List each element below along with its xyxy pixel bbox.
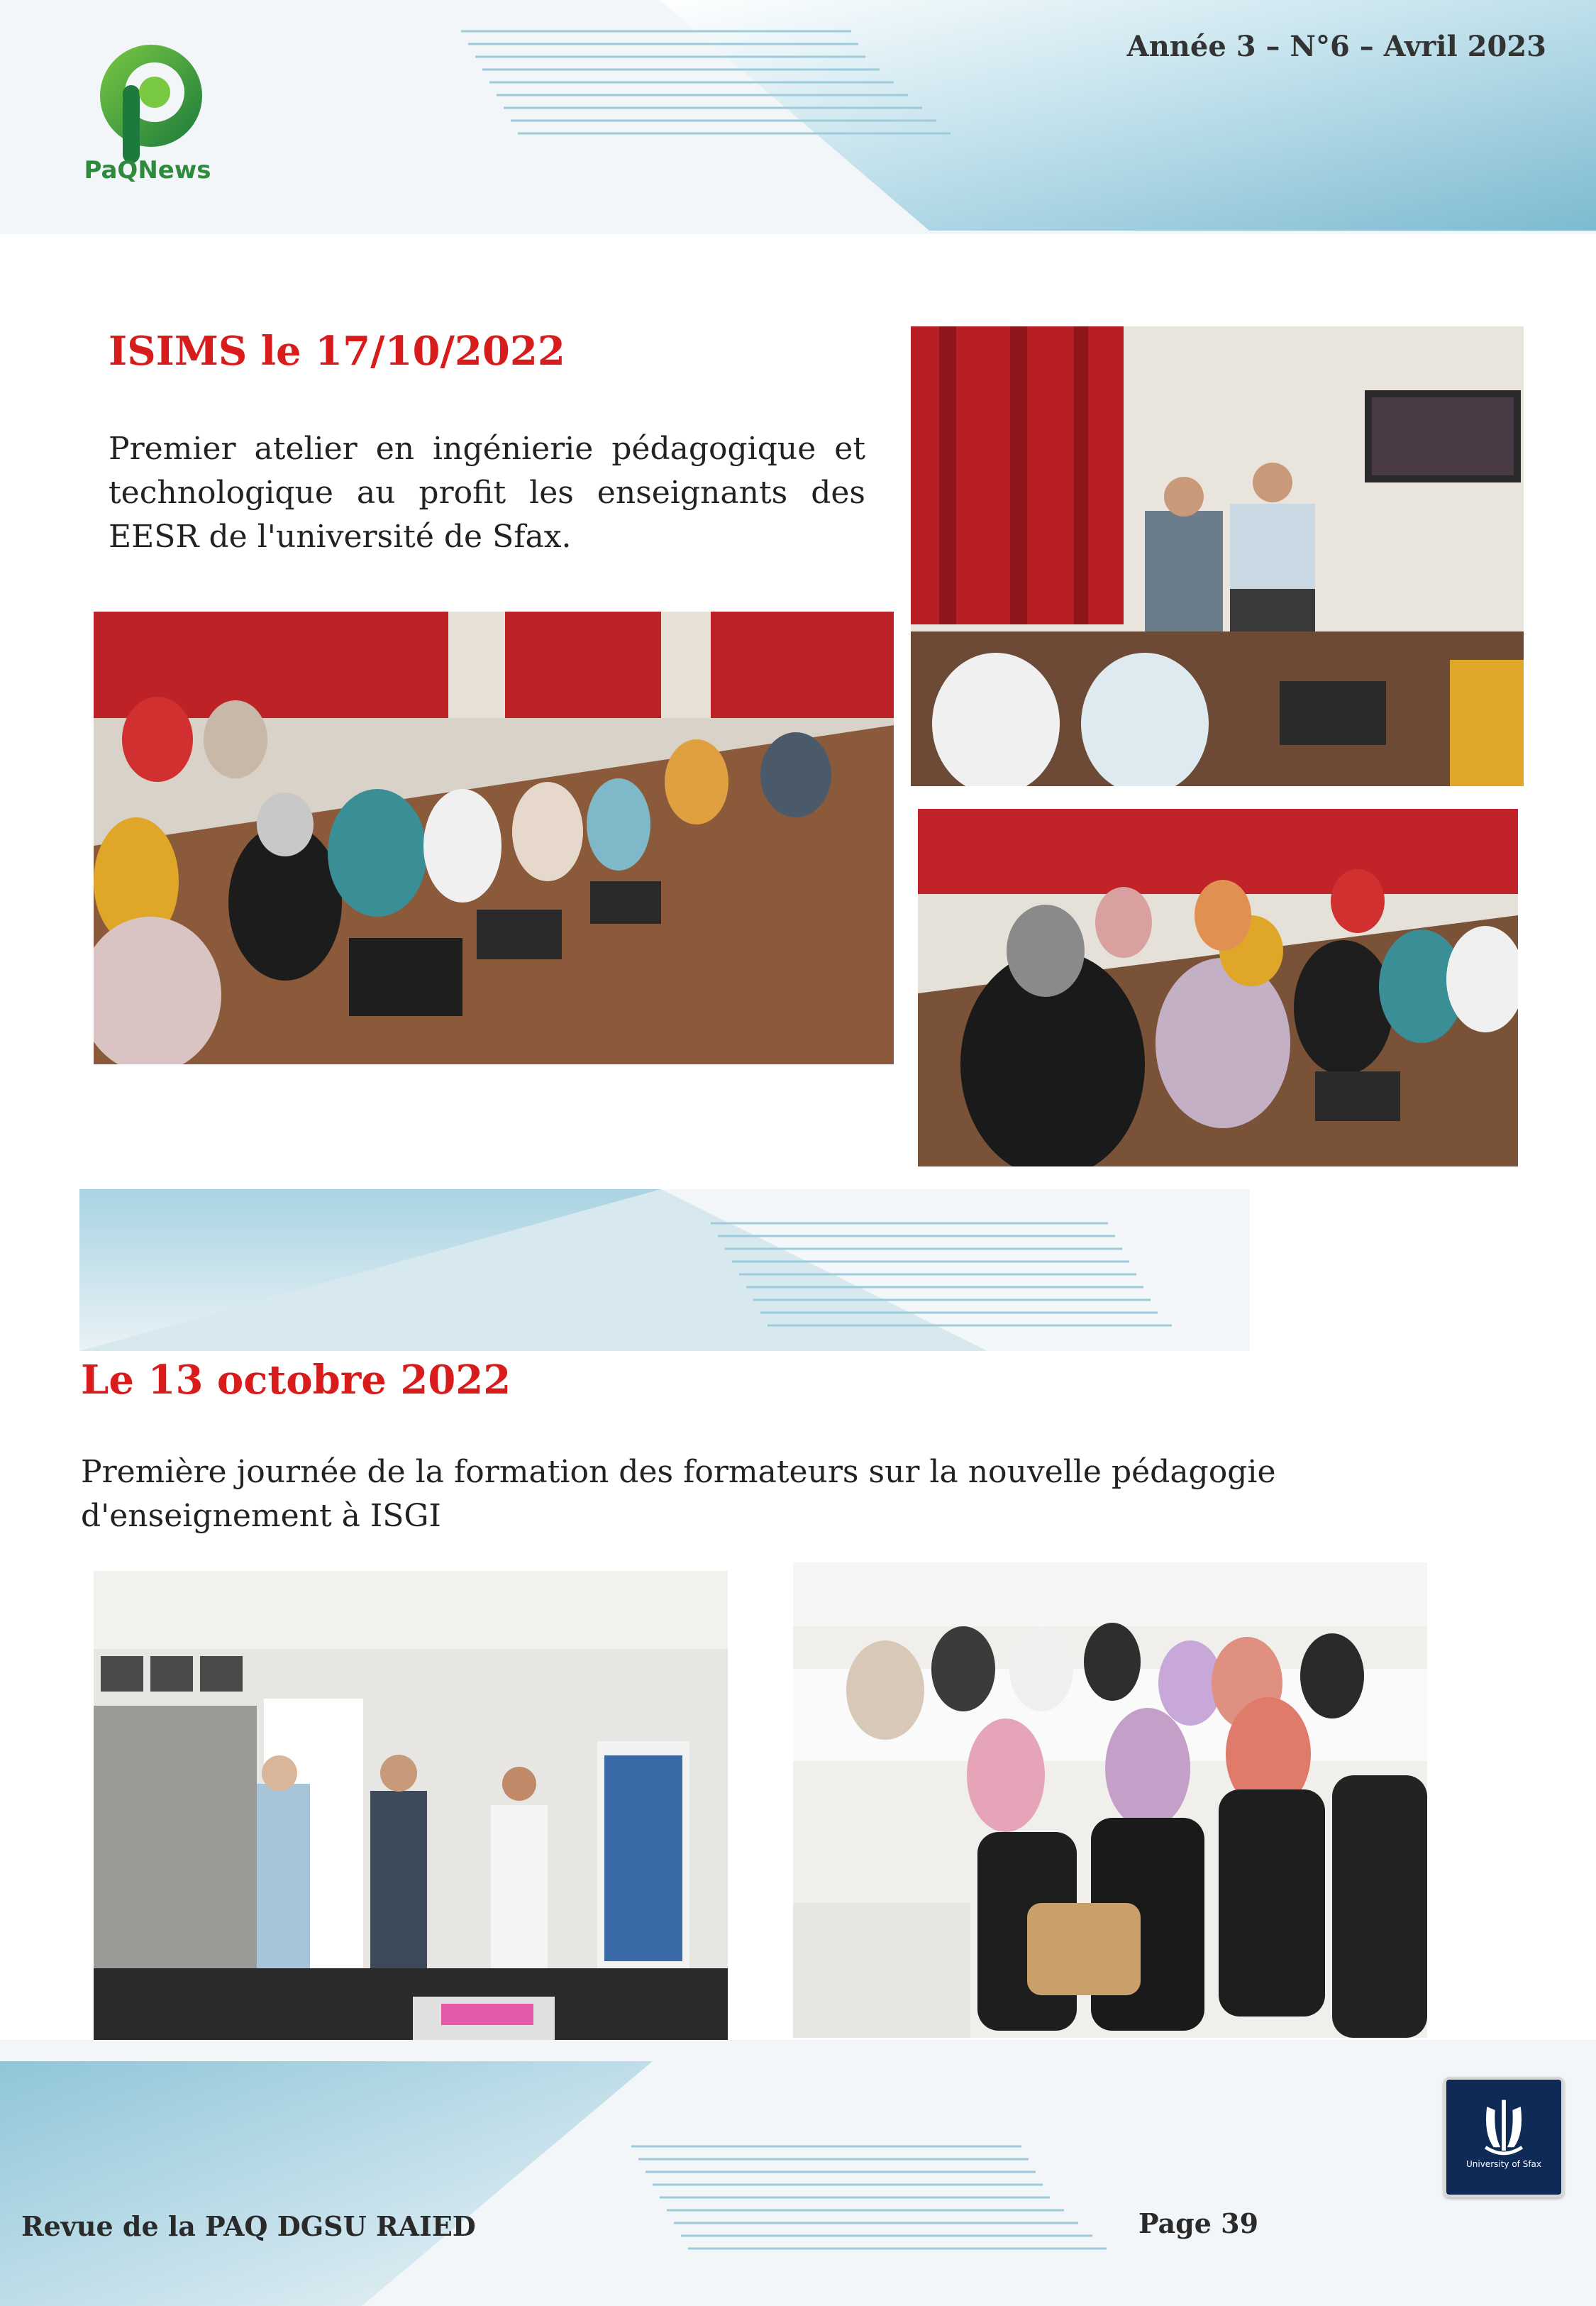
- section1-title: ISIMS le 17/10/2022: [109, 328, 565, 375]
- section2-title: Le 13 octobre 2022: [81, 1357, 511, 1403]
- university-logo: [1443, 2077, 1564, 2197]
- section1-text: Premier atelier en ingénierie pédagogique et technologique au profit les enseignants des EESR de l'université de Sfax.: [109, 431, 865, 555]
- photo-participants-side: [918, 809, 1518, 1166]
- issue-info: Année 3 – N°6 – Avril 2023: [1126, 30, 1546, 63]
- photo-presenters: [911, 326, 1524, 786]
- photo-workshop-participants: [94, 612, 894, 1064]
- university-logo-text: University of Sfax: [1465, 2159, 1542, 2169]
- brand-name: PaQNews: [84, 156, 211, 184]
- review-name: Revue de la PAQ DGSU RAIED: [21, 2210, 476, 2242]
- photo-isgi-audience: [793, 1562, 1427, 2038]
- footer-decoration: [0, 2040, 1596, 2306]
- university-emblem-icon: [1446, 2080, 1561, 2195]
- section-divider-band: [79, 1189, 1250, 1351]
- page-header: [0, 0, 1596, 234]
- section2-text: Première journée de la formation des formateurs sur la nouvelle pédagogie d'enseignement à ISGI: [81, 1454, 1276, 1534]
- page-number: Page 39: [1138, 2207, 1259, 2239]
- photo-isgi-room: [94, 1571, 728, 2042]
- page-footer: [0, 2040, 1596, 2306]
